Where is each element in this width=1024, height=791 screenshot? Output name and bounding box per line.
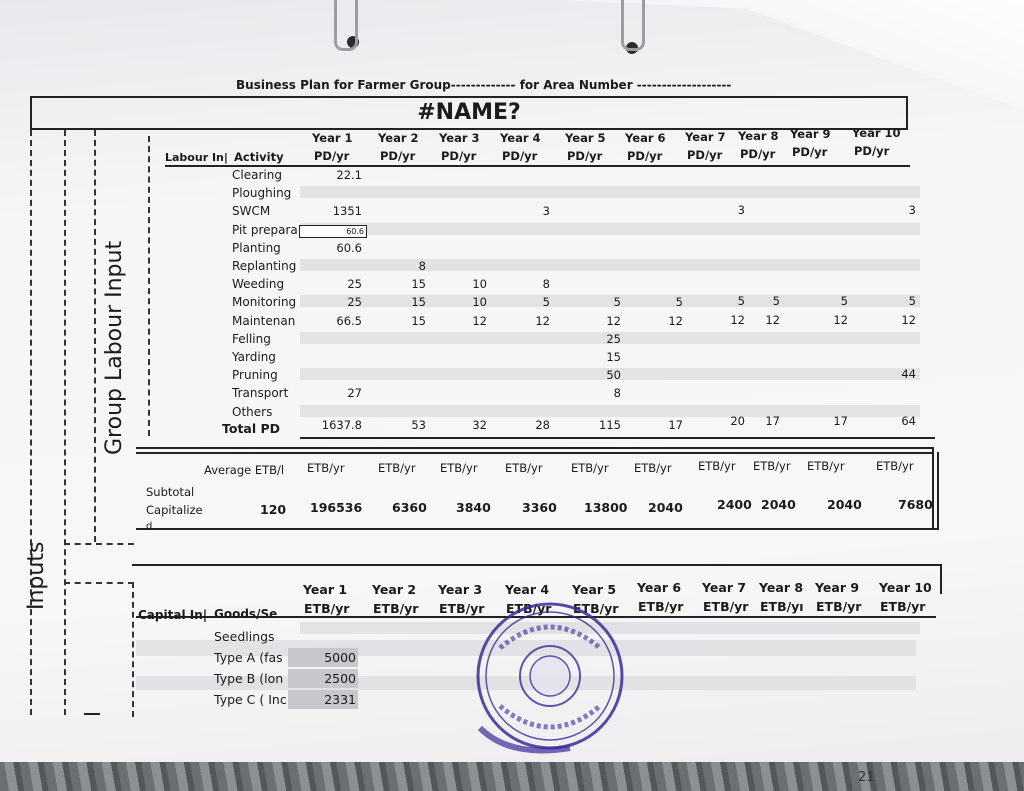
capitalized-value: 6360 bbox=[392, 500, 427, 515]
total-line bbox=[300, 437, 935, 439]
cell-value: 60.6 bbox=[336, 240, 362, 255]
activity-header: Activity bbox=[234, 150, 284, 164]
row-stripe bbox=[300, 259, 920, 271]
row-stripe bbox=[300, 223, 920, 235]
capital-unit-header: ETB/yr bbox=[638, 599, 684, 614]
frame-line bbox=[30, 130, 32, 715]
activity-label: Weeding bbox=[232, 277, 285, 292]
capitalized-value: 13800 bbox=[584, 500, 628, 515]
cell-value: 10 bbox=[472, 295, 487, 310]
cell-value: 3 bbox=[542, 204, 550, 219]
activity-label: Pit prepara bbox=[232, 222, 298, 237]
cost-unit-header: ETB/yr bbox=[571, 461, 609, 475]
table-border bbox=[937, 452, 939, 530]
capitalized-label: Capitalize bbox=[146, 503, 203, 517]
unit-header: PD/yr bbox=[792, 145, 828, 160]
cell-value: 5 bbox=[737, 294, 745, 309]
capitalized-value: 3360 bbox=[522, 500, 557, 515]
header-title: #NAME? bbox=[417, 100, 521, 125]
cell-value: 66.5 bbox=[336, 313, 362, 328]
cell-value: 5 bbox=[675, 295, 683, 310]
table-border bbox=[136, 447, 934, 449]
total-value: 17 bbox=[668, 418, 683, 432]
activity-label: Pruning bbox=[232, 368, 278, 383]
cost-unit-header: ETB/yr bbox=[753, 459, 791, 473]
total-value: 1637.8 bbox=[321, 418, 362, 432]
capital-year-header: Year 4 bbox=[505, 582, 550, 597]
total-value: 20 bbox=[730, 414, 745, 428]
capital-year-header: Year 10 bbox=[879, 580, 932, 595]
cell-value: 12 bbox=[606, 313, 621, 328]
capital-value: 5000 bbox=[324, 650, 356, 665]
unit-header: PD/yr bbox=[441, 149, 477, 163]
cost-unit-header: ETB/yr bbox=[307, 461, 345, 475]
activity-label: Felling bbox=[232, 331, 271, 346]
official-stamp bbox=[470, 598, 630, 758]
frame-line bbox=[148, 136, 150, 436]
table-border bbox=[940, 564, 942, 594]
year-header: Year 7 bbox=[685, 129, 726, 144]
cell-value: 15 bbox=[411, 277, 426, 292]
unit-header: PD/yr bbox=[567, 149, 603, 163]
page-number: 21 bbox=[858, 770, 875, 785]
total-value: 32 bbox=[472, 418, 487, 432]
cell-value: 12 bbox=[535, 313, 550, 328]
activity-label: Replanting bbox=[232, 259, 297, 273]
cell-value: 25 bbox=[606, 331, 621, 346]
header-underline bbox=[165, 165, 910, 167]
capital-section-label: Capital In| bbox=[138, 608, 208, 622]
year-header: Year 9 bbox=[790, 127, 831, 142]
cell-value: 27 bbox=[347, 386, 362, 401]
cell-value: 15 bbox=[606, 350, 621, 364]
table-border bbox=[136, 452, 934, 454]
capitalized-value: 2040 bbox=[761, 497, 796, 512]
year-header: Year 4 bbox=[500, 131, 541, 145]
capital-year-header: Year 7 bbox=[702, 580, 747, 595]
average-value: 120 bbox=[260, 502, 287, 517]
activity-label: Monitoring bbox=[232, 295, 297, 310]
cell-value: 3 bbox=[737, 203, 745, 218]
capital-value: 2500 bbox=[324, 671, 356, 686]
cell-value: 44 bbox=[901, 367, 916, 382]
capital-unit-header: ETB/yı bbox=[760, 599, 804, 614]
unit-header: PD/yr bbox=[687, 147, 723, 162]
capitalized-value: 3840 bbox=[456, 500, 491, 515]
capital-value: 2331 bbox=[324, 692, 356, 707]
cell-value: 8 bbox=[418, 259, 426, 273]
cell-value: 12 bbox=[765, 312, 780, 327]
year-header: Year 8 bbox=[738, 128, 779, 143]
frame-line bbox=[64, 130, 66, 715]
group-labour-label: Group Labour Input bbox=[102, 240, 127, 455]
year-header: Year 5 bbox=[565, 131, 606, 145]
capital-year-header: Year 3 bbox=[438, 582, 483, 597]
capital-unit-header: ETB/yr bbox=[304, 601, 350, 616]
cell-value: 5 bbox=[908, 294, 916, 309]
cell-value: 12 bbox=[901, 312, 916, 327]
capital-unit-header: ETB/yr bbox=[816, 599, 862, 614]
frame-line bbox=[84, 713, 100, 715]
activity-label: Clearing bbox=[232, 168, 282, 182]
row-stripe bbox=[300, 186, 920, 198]
goods-header: Goods/Se bbox=[214, 607, 278, 621]
labour-section-label: Labour In| bbox=[165, 151, 228, 164]
cell-value: 15 bbox=[411, 313, 426, 328]
binder-ring bbox=[334, 0, 358, 51]
row-stripe bbox=[300, 295, 920, 310]
capital-unit-header: ETB/yr bbox=[880, 599, 926, 614]
cell-value: 12 bbox=[668, 313, 683, 328]
year-header: Year 10 bbox=[852, 126, 901, 141]
cell-value: 3 bbox=[908, 203, 916, 218]
cell-value: 22.1 bbox=[336, 168, 362, 182]
cost-unit-header: ETB/yr bbox=[634, 461, 672, 475]
total-value: 17 bbox=[833, 414, 848, 428]
frame-line bbox=[64, 582, 134, 584]
cost-unit-header: ETB/yr bbox=[440, 461, 478, 475]
binder-ring bbox=[621, 0, 645, 51]
selected-cell: 60.6 bbox=[299, 225, 367, 238]
capital-item-label: Type A (fas bbox=[214, 650, 283, 665]
total-value: 28 bbox=[535, 418, 550, 432]
capital-year-header: Year 5 bbox=[572, 582, 617, 597]
header-box bbox=[30, 96, 908, 130]
cell-value: 12 bbox=[730, 312, 745, 327]
year-header: Year 2 bbox=[378, 131, 419, 145]
cost-unit-header: ETB/yr bbox=[698, 459, 736, 473]
activity-label: Ploughing bbox=[232, 186, 292, 201]
subtotal-label: Subtotal bbox=[146, 485, 195, 499]
capital-item-label: Seedlings bbox=[214, 629, 275, 644]
frame-line bbox=[94, 130, 96, 542]
row-stripe bbox=[300, 405, 920, 417]
capitalized-value: 7680 bbox=[898, 497, 933, 512]
capitalized-value: 2400 bbox=[717, 497, 752, 512]
activity-label: Others bbox=[232, 404, 273, 419]
cost-unit-header: ETB/yr bbox=[807, 459, 845, 473]
capitalized-label-end: d bbox=[146, 521, 153, 532]
unit-header: PD/yr bbox=[380, 149, 416, 163]
capitalized-value: 2040 bbox=[648, 500, 683, 515]
capital-item-label: Type C ( Inc bbox=[214, 692, 287, 707]
activity-label: Maintenan bbox=[232, 313, 296, 328]
capital-unit-header: ETB/yr bbox=[506, 601, 552, 616]
capital-year-header: Year 9 bbox=[815, 580, 860, 595]
capitalized-value: 2040 bbox=[827, 497, 862, 512]
year-header: Year 6 bbox=[625, 131, 666, 145]
table-border bbox=[932, 447, 934, 530]
cost-unit-header: ETB/yr bbox=[378, 461, 416, 475]
capitalized-value: 196536 bbox=[310, 500, 363, 515]
unit-header: PD/yr bbox=[502, 149, 538, 163]
year-header: Year 1 bbox=[312, 131, 353, 145]
capital-item-label: Type B (lon bbox=[214, 671, 284, 686]
frame-line bbox=[132, 582, 134, 717]
cell-value: 25 bbox=[347, 277, 362, 292]
cell-value: 12 bbox=[833, 312, 848, 327]
unit-header: PD/yr bbox=[314, 149, 350, 163]
cell-value: 5 bbox=[772, 294, 780, 309]
total-label: Total PD bbox=[222, 421, 281, 436]
unit-header: PD/yr bbox=[854, 144, 890, 159]
cell-value: 50 bbox=[606, 368, 621, 383]
average-label: Average ETB/l bbox=[204, 463, 285, 477]
cell-value: 25 bbox=[347, 295, 362, 310]
total-value: 17 bbox=[765, 414, 780, 428]
cell-value: 5 bbox=[840, 294, 848, 309]
cell-value: 12 bbox=[472, 313, 487, 328]
capital-year-header: Year 6 bbox=[637, 580, 682, 595]
total-value: 64 bbox=[901, 414, 916, 428]
cost-unit-header: ETB/yr bbox=[505, 461, 543, 475]
activity-label: Transport bbox=[232, 386, 289, 401]
year-header: Year 3 bbox=[439, 131, 480, 145]
total-value: 115 bbox=[599, 418, 621, 432]
total-value: 53 bbox=[411, 418, 426, 432]
cost-unit-header: ETB/yr bbox=[876, 459, 914, 473]
cell-value: 5 bbox=[613, 295, 621, 310]
capital-unit-header: ETB/yr bbox=[373, 601, 419, 616]
capital-year-header: Year 1 bbox=[303, 582, 348, 597]
cell-value: 8 bbox=[542, 277, 550, 292]
cell-value: 10 bbox=[472, 277, 487, 292]
activity-label: Planting bbox=[232, 240, 281, 255]
capital-year-header: Year 8 bbox=[759, 580, 804, 595]
capital-unit-header: ETB/yr bbox=[573, 601, 619, 616]
cell-value: 1351 bbox=[332, 204, 362, 219]
table-border bbox=[132, 564, 942, 566]
cell-value: 8 bbox=[613, 386, 621, 401]
activity-label: Yarding bbox=[232, 350, 276, 364]
capital-unit-header: ETB/yr bbox=[439, 601, 485, 616]
unit-header: PD/yr bbox=[627, 149, 663, 163]
capital-year-header: Year 2 bbox=[372, 582, 417, 597]
frame-line bbox=[64, 543, 134, 545]
capital-unit-header: ETB/yr bbox=[703, 599, 749, 614]
cell-value: 15 bbox=[411, 295, 426, 310]
table-border bbox=[136, 528, 939, 530]
activity-label: SWCM bbox=[232, 204, 271, 219]
inputs-label: Inputs bbox=[24, 541, 49, 610]
unit-header: PD/yr bbox=[740, 146, 776, 161]
document-title: Business Plan for Farmer Group------------- for Area Number ------------------- bbox=[236, 78, 732, 92]
cell-value: 5 bbox=[542, 295, 550, 310]
